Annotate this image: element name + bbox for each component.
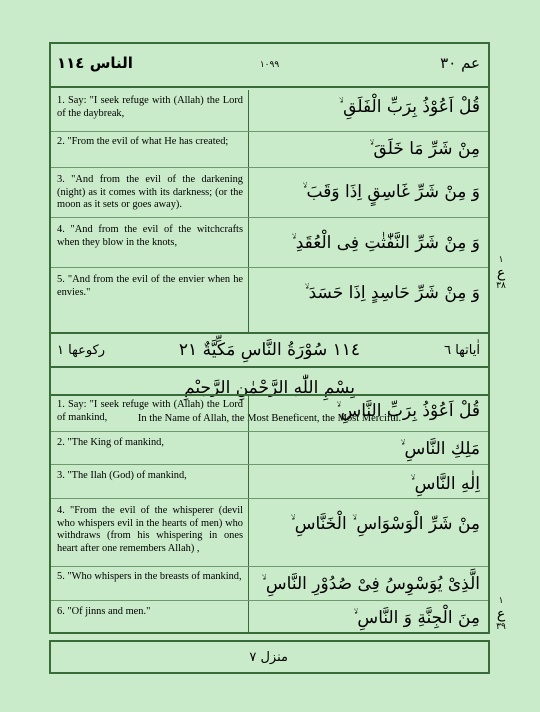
verse-translation: 3. "The Ilah (God) of mankind, xyxy=(57,470,187,481)
ruku-number: ١ xyxy=(498,596,504,606)
verse-arabic: مِنَ الْجِنَّةِ وَ النَّاسِ ۙ xyxy=(353,608,480,628)
page-header xyxy=(51,44,488,88)
verse-translation: 2. "The King of mankind, xyxy=(57,437,164,448)
ruku-number: ١ xyxy=(498,255,504,265)
ruku-marker xyxy=(494,255,508,292)
verse-row xyxy=(51,90,488,132)
verse-translation: 5. "And from the evil of the envier when he envies." xyxy=(57,274,243,298)
ruku-count: رکوعها ١ xyxy=(57,343,106,358)
page-frame xyxy=(49,42,490,634)
verse-arabic: مِنْ شَرِّ الْوَسْوَاسِ ۙ الْخَنَّاسِ ۙ xyxy=(290,514,480,534)
verse-translation: 4. "And from the evil of the witchcrafts when they blow in the knots, xyxy=(57,224,243,248)
verse-arabic: وَ مِنْ شَرِّ النَّفّٰثٰتِ فِی الْعُقَدِ ۙ xyxy=(291,233,480,253)
verse-translation: 2. "From the evil of what He has created; xyxy=(57,136,229,147)
verse-arabic: وَ مِنْ شَرِّ حَاسِدٍ اِذَا حَسَدَ ۙ xyxy=(304,283,480,303)
surah-title-banner xyxy=(51,336,488,368)
verse-translation: 4. "From the evil of the whisperer (devil who whispers evil in the hearts of men) who withdraws (from his whispering in ones heart after one remembers Allah) , xyxy=(57,505,243,554)
verse-translation: 6. "Of jinns and men." xyxy=(57,606,151,617)
surah-falaq-section xyxy=(51,90,488,334)
verse-row xyxy=(51,218,488,268)
verse-row xyxy=(51,499,488,567)
juz-name: عم ٣٠ xyxy=(440,54,480,72)
surah-name: الناس ١١٤ xyxy=(57,54,133,72)
verse-arabic: مَلِكِ النَّاسِ ۙ xyxy=(400,439,480,459)
verse-row xyxy=(51,601,488,634)
verse-row xyxy=(51,465,488,499)
surah-title: ١١٤ سُوْرَةُ النَّاسِ مَكِّيَّةٌ ٢١ xyxy=(178,340,361,360)
verse-translation: 1. Say: "I seek refuge with (Allah) the Lord of the daybreak, xyxy=(57,95,243,119)
verse-arabic: قُلْ اَعُوْذُ بِرَبِّ النَّاسِ ۙ xyxy=(336,401,480,421)
verse-translation: 1. Say: "I seek refuge with (Allah) the Lord of mankind, xyxy=(57,399,243,423)
verse-row xyxy=(51,396,488,432)
verse-arabic: وَ مِنْ شَرِّ غَاسِقٍ اِذَا وَقَبَ ۙ xyxy=(302,182,480,202)
verse-arabic: اِلٰهِ النَّاسِ ۙ xyxy=(410,474,480,494)
page-footer xyxy=(49,640,490,674)
page-number: ١٠٩٩ xyxy=(259,60,280,70)
verse-arabic: قُلْ اَعُوْذُ بِرَبِّ الْفَلَقِ ۙ xyxy=(338,97,480,117)
verse-row xyxy=(51,268,488,332)
manzil-label: منزل ٧ xyxy=(249,650,288,665)
ruku-sign: ع xyxy=(496,265,506,281)
ruku-marker xyxy=(494,596,508,633)
verse-arabic: مِنْ شَرِّ مَا خَلَقَ ۙ xyxy=(369,139,480,159)
verse-row xyxy=(51,132,488,168)
surah-nas-section xyxy=(51,394,488,632)
ruku-total: ٣٨ xyxy=(496,281,506,291)
ruku-sign: ع xyxy=(496,606,506,622)
verse-row xyxy=(51,168,488,218)
verse-row xyxy=(51,432,488,465)
bismillah-translation: In the Name of Allah, the Most Beneficent, the Most Merciful. xyxy=(137,413,402,424)
ruku-total: ٣٩ xyxy=(496,622,506,632)
verse-row xyxy=(51,567,488,601)
ayat-count: اٰیاتها ٦ xyxy=(444,343,480,358)
verse-translation: 3. "And from the evil of the darkening (night) as it comes with its darkness; (or the moon as it sets or goes away). xyxy=(57,174,243,210)
verse-translation: 5. "Who whispers in the breasts of mankind, xyxy=(57,571,242,582)
verse-arabic: الَّذِیْ یُوَسْوِسُ فِیْ صُدُوْرِ النَّاسِ ۙ xyxy=(261,574,480,594)
bismillah-arabic: بِسْمِ اللّٰهِ الرَّحْمٰنِ الرَّحِيْمِ xyxy=(184,378,355,398)
